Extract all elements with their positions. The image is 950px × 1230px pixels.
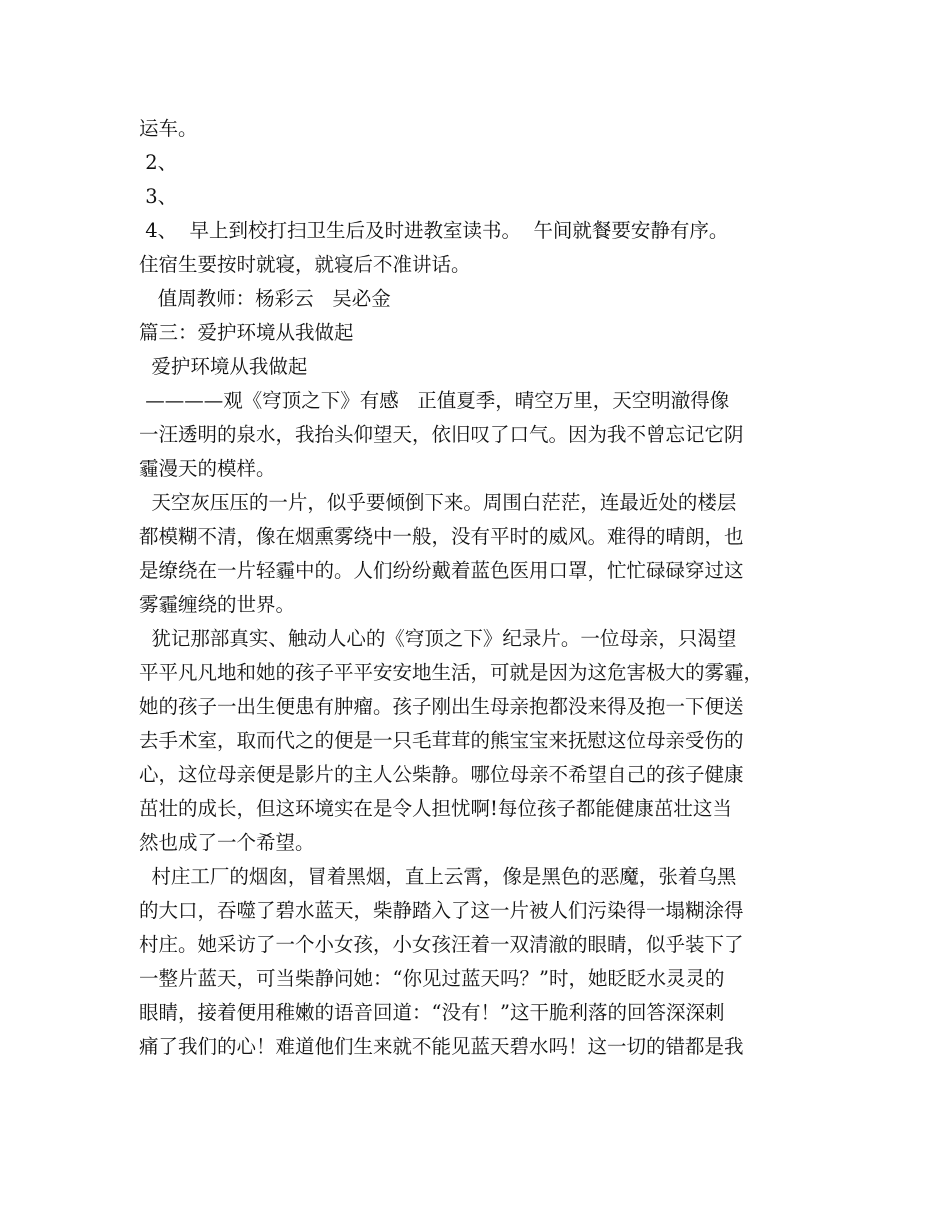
text-line: 平平凡凡地和她的孩子平平安安地生活，可就是因为这危害极大的雾霾，: [139, 661, 764, 684]
text-line: 痛了我们的心！难道他们生来就不能见蓝天碧水吗！这一切的错都是我: [139, 1035, 744, 1058]
text-line: 住宿生要按时就寝，就寝后不准讲话。: [139, 253, 471, 276]
text-line: 霾漫天的模样。: [139, 457, 276, 480]
text-line: 去手术室，取而代之的便是一只毛茸茸的熊宝宝来抚慰这位母亲受伤的: [139, 729, 744, 752]
document-body: [139, 112, 819, 1064]
text-line: 然也成了一个希望。: [139, 831, 315, 854]
text-line: 一汪透明的泉水，我抬头仰望天，依旧叹了口气。因为我不曾忘记它阴: [139, 423, 744, 446]
section-heading: 篇三：爱护环境从我做起: [139, 321, 354, 344]
text-line: 眼睛，接着便用稚嫩的语音回道：“没有！”这干脆利落的回答深深刺: [139, 1001, 725, 1024]
duty-teachers: 值周教师：杨彩云 吴必金: [139, 287, 391, 310]
text-line: 心，这位母亲便是影片的主人公柴静。哪位母亲不希望自己的孩子健康: [139, 763, 744, 786]
text-line: 一整片蓝天，可当柴静问她：“你见过蓝天吗？”时，她眨眨水灵灵的: [139, 967, 725, 990]
list-item-4: 4、 早上到校打扫卫生后及时进教室读书。 午间就餐要安静有序。: [139, 219, 729, 242]
text-line: 都模糊不清，像在烟熏雾绕中一般，没有平时的威风。难得的晴朗，也: [139, 525, 744, 548]
list-item-2: 2、: [139, 151, 178, 174]
text-line: 运车。: [139, 117, 198, 140]
paragraph-start: 犹记那部真实、触动人心的《穹顶之下》纪录片。一位母亲，只渴望: [139, 627, 737, 650]
paragraph-start: 村庄工厂的烟囱，冒着黑烟，直上云霄，像是黑色的恶魔，张着乌黑: [139, 865, 737, 888]
text-line: 是缭绕在一片轻霾中的。人们纷纷戴着蓝色医用口罩，忙忙碌碌穿过这: [139, 559, 744, 582]
text-line: 村庄。她采访了一个小女孩，小女孩汪着一双清澈的眼睛，似乎装下了: [139, 933, 744, 956]
list-item-3: 3、: [139, 185, 178, 208]
text-line: 茁壮的成长，但这环境实在是令人担忧啊!每位孩子都能健康茁壮这当: [139, 797, 732, 820]
paragraph-start: 天空灰压压的一片，似乎要倾倒下来。周围白茫茫，连最近处的楼层: [139, 491, 737, 514]
text-line: 雾霾缠绕的世界。: [139, 593, 296, 616]
text-line: 她的孩子一出生便患有肿瘤。孩子刚出生母亲抱都没来得及抱一下便送: [139, 695, 744, 718]
text-line: 的大口，吞噬了碧水蓝天，柴静踏入了这一片被人们污染得一塌糊涂得: [139, 899, 744, 922]
essay-title: 爱护环境从我做起: [139, 355, 308, 378]
essay-subtitle-line: ————观《穹顶之下》有感 正值夏季，晴空万里，天空明澈得像: [139, 389, 730, 412]
